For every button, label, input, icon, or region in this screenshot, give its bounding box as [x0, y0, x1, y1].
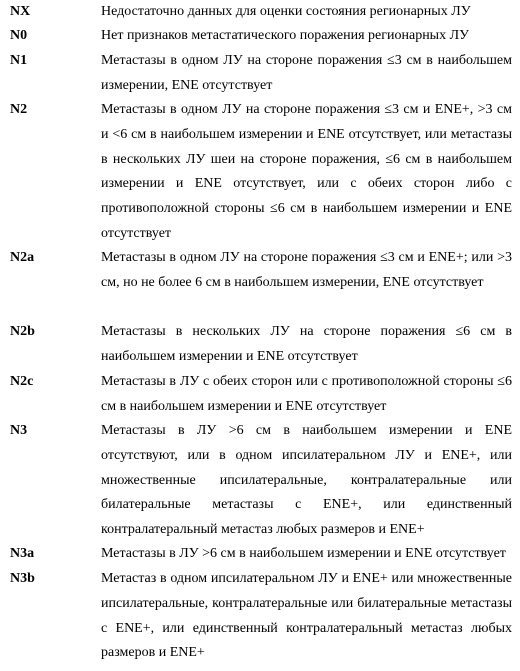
row-description: Метастаз в одном ипсилатеральном ЛУ и ENE+ или множественные ипсилатеральные, контралатеральные или билатеральные метастазы с ENE+, или единственный контралатеральный метастаз любых размеров и ENE+ — [101, 571, 512, 661]
row-description: Метастазы в нескольких ЛУ на стороне поражения ≤6 см в наибольшем измерении и ENE отсутствует — [101, 324, 512, 364]
row-code: N3 — [10, 423, 28, 438]
row-description: Метастазы в ЛУ >6 см в наибольшем измерении и ENE отсутствует — [101, 546, 506, 561]
row-code: N1 — [10, 53, 28, 68]
row-description: Недостаточно данных для оценки состояния регионарных ЛУ — [101, 4, 471, 19]
row-code: N3b — [10, 571, 35, 586]
row-description: Метастазы в одном ЛУ на стороне поражения ≤3 см в наибольшем измерении, ENE отсутствует — [101, 53, 512, 93]
row-description: Метастазы в одном ЛУ на стороне поражения ≤3 см и ENE+, >3 см и <6 см в наибольшем измерении и ENE отсутствует, или метастазы в нескольких ЛУ шеи на стороне поражения, ≤6 см в наибольшем измерении и ENE отсутствует, или с обеих сторон либо с противоположной стороны ≤6 см в наибольшем измерении и ENE отсутствует — [101, 102, 512, 241]
row-code: N2a — [10, 250, 35, 265]
row-code: N2 — [10, 102, 28, 117]
row-description: Метастазы в ЛУ >6 см в наибольшем измерении и ENE отсутствуют, или в одном ипсилатеральном ЛУ и ENE+, или множественные ипсилатеральные, контралатеральные или билатеральные метастазы с ENE+, или единственный контралатеральный метастаз любых размеров и ENE+ — [101, 423, 512, 538]
row-code: N2b — [10, 324, 35, 339]
row-code: N0 — [10, 28, 28, 43]
row-code: N2c — [10, 374, 34, 389]
row-description: Метастазы в ЛУ с обеих сторон или с противоположной стороны ≤6 см в наибольшем измерении и ENE отсутствует — [101, 374, 512, 414]
row-code: NX — [10, 4, 31, 19]
row-code: N3a — [10, 546, 35, 561]
row-description: Нет признаков метастатического поражения регионарных ЛУ — [101, 28, 469, 43]
row-description: Метастазы в одном ЛУ на стороне поражения ≤3 см и ENE+; или >3 см, но не более 6 см в наибольшем измерении, ENE отсутствует — [101, 250, 512, 290]
